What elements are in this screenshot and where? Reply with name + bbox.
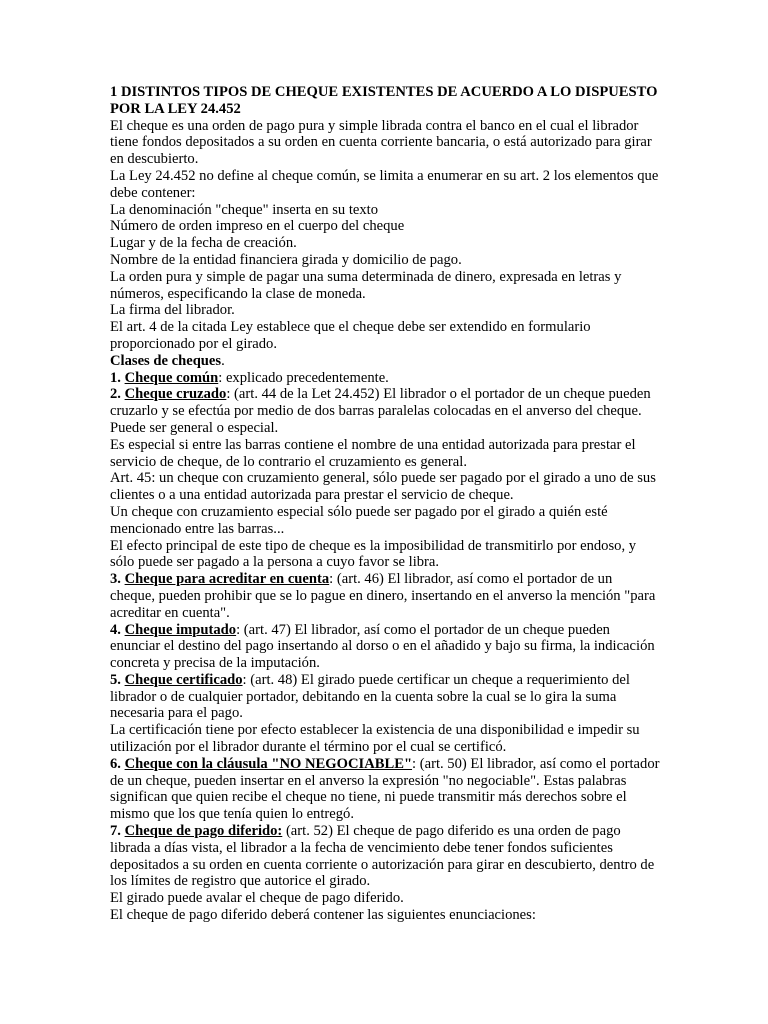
- intro-paragraph: La firma del librador.: [110, 302, 235, 319]
- cheque-type-number: 4.: [110, 621, 125, 638]
- cheque-type-paragraph: El girado puede avalar el cheque de pago diferido.: [110, 890, 404, 907]
- cheque-type-paragraph: El cheque de pago diferido deberá contener las siguientes enunciaciones:: [110, 907, 536, 924]
- cheque-type-term: Cheque imputado: [124, 621, 237, 638]
- intro-paragraph: La Ley 24.452 no define al cheque común, se limita a enumerar en su art. 2 los elementos que debe contener:: [110, 167, 659, 201]
- cheque-type-term: Cheque común: [124, 369, 219, 386]
- cheque-type-paragraph: Art. 45: un cheque con cruzamiento general, sólo puede ser pagado por el girado a uno de sus clientes o a una entidad autorizada para prestar el servicio de cheque.: [110, 470, 656, 504]
- cheque-type-description: : (art. 50) El librador, así como el portador de un cheque, pueden insertar en el anverso la expresión "no negociable". Estas palabras significan que quien recibe el cheque no tiene, ni puede transmitir más derechos sobre el mismo que los que tenía quien lo entregó.: [110, 755, 660, 823]
- document-title: 1 DISTINTOS TIPOS DE CHEQUE EXISTENTES DE ACUERDO A LO DISPUESTO POR LA LEY 24.452: [110, 84, 658, 117]
- cheque-type-paragraph: La certificación tiene por efecto establecer la existencia de una disponibilidad e impedir su utilización por el librador durante el término por el cual se certificó.: [110, 722, 640, 756]
- cheque-type-term: Cheque para acreditar en cuenta: [124, 571, 330, 588]
- cheque-type-paragraph: Un cheque con cruzamiento especial sólo puede ser pagado por el girado a quién esté mencionado entre las barras...: [110, 503, 608, 537]
- cheque-type-description: : (art. 44 de la Let 24.452) El librador o el portador de un cheque pueden cruzarlo y se efectúa por medio de dos barras paralelas colocadas en el anverso del cheque. Puede ser general o especial.: [110, 386, 651, 436]
- cheque-type-paragraph: El efecto principal de este tipo de cheque es la imposibilidad de transmitirlo por endoso, y sólo puede ser pagado a la persona a cuyo favor se libra.: [110, 537, 637, 571]
- cheque-type-number: 7.: [110, 823, 125, 840]
- cheque-type-description: : (art. 48) El girado puede certificar un cheque a requerimiento del librador o de cualquier portador, debitando en la cuenta sobre la cual se lo gira la suma necesaria para el pago.: [110, 671, 630, 722]
- cheque-type-number: 2.: [110, 386, 125, 403]
- cheque-type-term: Cheque certificado: [124, 671, 243, 688]
- cheque-type-description: : (art. 46) El librador, así como el portador de un cheque, pueden prohibir que se lo pague en dinero, insertando en el anverso la mención "para acreditar en cuenta".: [110, 571, 656, 621]
- intro-paragraph: El cheque es una orden de pago pura y simple librada contra el banco en el cual el librador tiene fondos depositados a su orden en cuenta corriente bancaria, o está autorizado para girar en descubierto.: [110, 117, 652, 168]
- cheque-type-item: [110, 571, 660, 621]
- cheque-type-term: Cheque cruzado: [124, 386, 227, 403]
- classes-heading: [110, 353, 660, 370]
- classes-heading-period: .: [221, 352, 225, 369]
- cheque-type-description: : (art. 47) El librador, así como el portador de un cheque pueden enunciar el destino del pago insertando al dorso o en el añadido y bajo su firma, la indicación concreta y precisa de la imputación.: [110, 621, 655, 672]
- cheque-type-item: [110, 370, 660, 387]
- intro-paragraph: La orden pura y simple de pagar una suma determinada de dinero, expresada en letras y números, especificando la clase de moneda.: [110, 268, 622, 302]
- intro-section: [110, 118, 660, 353]
- cheque-type-description: : explicado precedentemente.: [218, 369, 389, 386]
- intro-paragraph: Lugar y de la fecha de creación.: [110, 235, 297, 252]
- classes-heading-text: Clases de cheques: [110, 352, 222, 369]
- cheque-types-list: [110, 370, 660, 924]
- cheque-type-number: 6.: [110, 755, 125, 772]
- cheque-type-number: 3.: [110, 571, 125, 588]
- intro-paragraph: Nombre de la entidad financiera girada y domicilio de pago.: [110, 251, 462, 268]
- cheque-type-term: Cheque de pago diferido:: [124, 823, 283, 840]
- cheque-type-item: [110, 756, 660, 823]
- intro-paragraph: La denominación "cheque" inserta en su texto: [110, 201, 379, 218]
- cheque-type-item: [110, 622, 660, 672]
- cheque-type-term: Cheque con la cláusula "NO NEGOCIABLE": [124, 755, 413, 772]
- cheque-type-description: (art. 52) El cheque de pago diferido es una orden de pago librada a días vista, el librador a la fecha de vencimiento debe tener fondos suficientes depositados a su orden en cuenta corriente o autorización para girar en descubierto, dentro de los límites de registro que autorice el girado.: [110, 823, 655, 890]
- cheque-type-item: [110, 823, 660, 890]
- cheque-type-item: [110, 386, 660, 436]
- intro-paragraph: Número de orden impreso en el cuerpo del cheque: [110, 218, 405, 235]
- cheque-type-number: 1.: [110, 369, 125, 386]
- cheque-type-number: 5.: [110, 671, 125, 688]
- cheque-type-paragraph: Es especial si entre las barras contiene el nombre de una entidad autorizada para prestar el servicio de cheque, de lo contrario el cruzamiento es general.: [110, 436, 636, 470]
- cheque-type-item: [110, 672, 660, 722]
- intro-paragraph: El art. 4 de la citada Ley establece que el cheque debe ser extendido en formulario proporcionado por el girado.: [110, 319, 591, 352]
